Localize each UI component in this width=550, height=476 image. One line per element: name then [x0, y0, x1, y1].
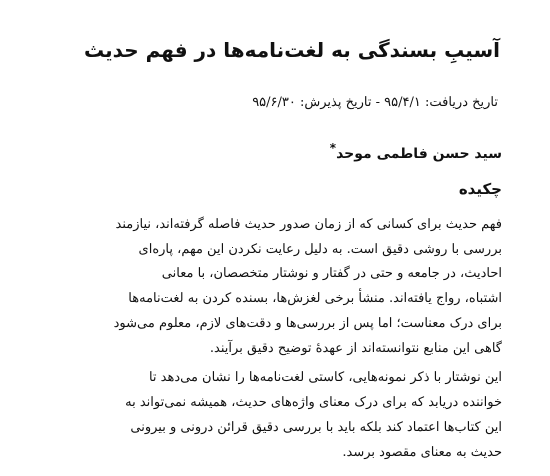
abstract-line: برای درک معناست؛ اما پس از بررسی‌ها و دقت‌های لازم، معلوم می‌شود — [113, 316, 502, 331]
abstract-line: بررسی با روشی دقیق است. به دلیل رعایت نکردن این مهم، پاره‌ای — [138, 242, 502, 257]
abstract-line: گاهی این منابع نتوانسته‌اند از عهدهٔ توضیح دقیق برآیند. — [209, 341, 502, 356]
abstract-line: احادیث، در جامعه و حتی در گفتار و نوشتار متخصصان، با معانی — [161, 266, 502, 281]
abstract-line: فهم حدیث برای کسانی که از زمان صدور حدیث فاصله گرفته‌اند، نیازمند — [115, 217, 502, 232]
author-footnote-mark: * — [329, 141, 337, 155]
author-name-block — [330, 141, 502, 162]
abstract-line: حدیث به معنای مقصود برسد. — [342, 445, 502, 460]
article-title: آسیبِ بسندگی به لغت‌نامه‌ها در فهم حدیث — [83, 38, 500, 62]
abstract-heading: چکیده — [458, 180, 502, 198]
abstract-line: این کتاب‌ها اعتماد کند بلکه باید با بررسی دقیق قرائن درونی و بیرونی — [130, 420, 502, 435]
abstract-line: خواننده دریابد که برای درک معنای واژه‌های حدیث، همیشه نمی‌تواند به — [125, 395, 502, 410]
abstract-line: این نوشتار با ذکر نمونه‌هایی، کاستی لغت‌نامه‌ها را نشان می‌دهد تا — [148, 370, 502, 385]
article-dates: تاریخ دریافت: ۹۵/۴/۱ - تاریخ پذیرش: ۹۵/۶/۳۰ — [252, 95, 498, 110]
abstract-line: اشتباه، رواج یافته‌اند. منشأ برخی لغزش‌ها، بسنده کردن به لغت‌نامه‌ها — [128, 291, 502, 306]
author-name: سید حسن فاطمی موحد — [336, 146, 502, 162]
